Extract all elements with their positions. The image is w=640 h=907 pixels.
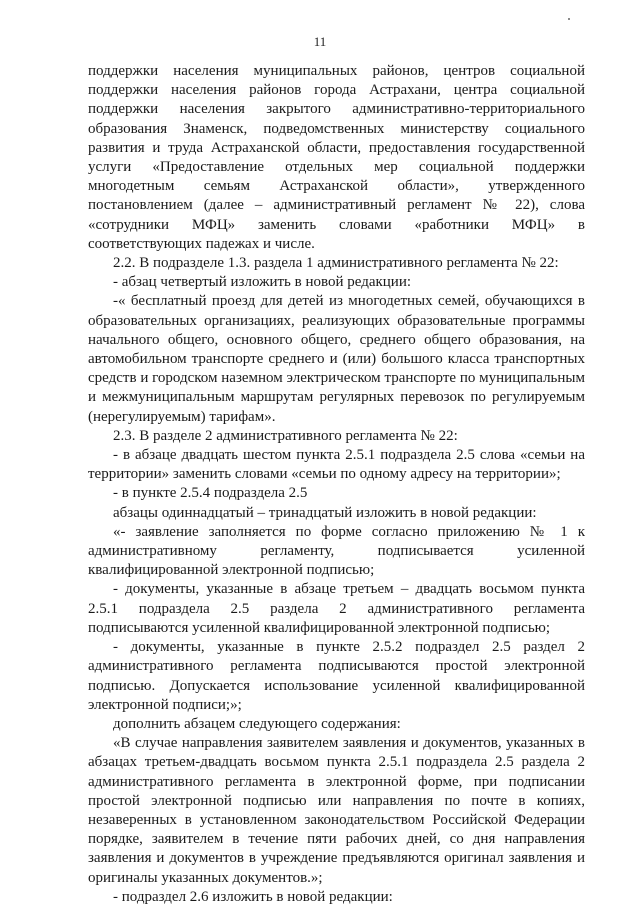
paragraph: дополнить абзацем следующего содержания: <box>113 715 401 732</box>
paragraph: - документы, указанные в пункте 2.5.2 подраздел 2.5 раздел 2 административного регламента подписываются простой электронной подписью. Допускается использование усиленной квалифицированной электронной подписи;»; <box>88 639 585 713</box>
document-body <box>88 62 585 907</box>
paragraph: абзацы одиннадцатый – тринадцатый изложить в новой редакции: <box>113 504 537 521</box>
page-number: 11 <box>313 34 327 49</box>
paragraph: - в пункте 2.5.4 подраздела 2.5 <box>113 485 308 502</box>
paragraph: - в абзаце двадцать шестом пункта 2.5.1 подраздела 2.5 слова «семьи на территории» заменить словами «семьи по одному адресу на территории»; <box>88 447 585 483</box>
paragraph: 2.3. В разделе 2 административного регламента № 22: <box>113 427 458 444</box>
paragraph: «- заявление заполняется по форме согласно приложению № 1 к административному регламенту, подписывается усиленной квалифицированной электронной подписью; <box>88 523 585 579</box>
paragraph: - документы, указанные в абзаце третьем – двадцать восьмом пункта 2.5.1 подраздела 2.5 раздела 2 административного регламента подписываются усиленной квалифицированной электронной подписью; <box>88 581 585 636</box>
paragraph: «В случае направления заявителем заявления и документов, указанных в абзацах третьем-двадцать восьмом пункта 2.5.1 подраздела 2.5 раздела 2 административного регламента в электронной форме, при подписании простой электронной подписью или направления по почте в копиях, незаверенных в установленном законодательством Российской Федерации порядке, заявителем в течение пяти рабочих дней, со дня направления заявления и документов в учреждение предъявляются оригинал заявления и оригиналы указанных документов.»; <box>88 735 585 886</box>
scan-dot <box>568 18 570 20</box>
paragraph: - абзац четвертый изложить в новой редакции: <box>113 274 412 291</box>
paragraph: - подраздел 2.6 изложить в новой редакции: <box>113 888 393 905</box>
paragraph: -« бесплатный проезд для детей из многодетных семей, обучающихся в образовательных организациях, реализующих образовательные программы начального общего, основного общего, среднего общего образования, на автомобильном транспорте среднего и (или) большого класса транспортных средств и городском наземном электрическом транспорте по муниципальным и межмуниципальным маршрутам регулярных перевозок по регулируемым (нерегулируемым) тарифам». <box>88 293 585 425</box>
paragraph: поддержки населения муниципальных районов, центров социальной поддержки населения районов города Астрахани, центра социальной поддержки населения закрытого административно-территориального образования Знаменск, подведомственных министерству социального развития и труда Астраханской области, предоставления государственной услуги «Предоставление отдельных мер социальной поддержки многодетным семьям Астраханской области», утвержденного постановлением (далее – административный регламент № 22), слова «сотрудники МФЦ» заменить словами «работники МФЦ» в соответствующих падежах и числе. <box>88 63 585 252</box>
paragraph: 2.2. В подразделе 1.3. раздела 1 административного регламента № 22: <box>113 255 559 272</box>
